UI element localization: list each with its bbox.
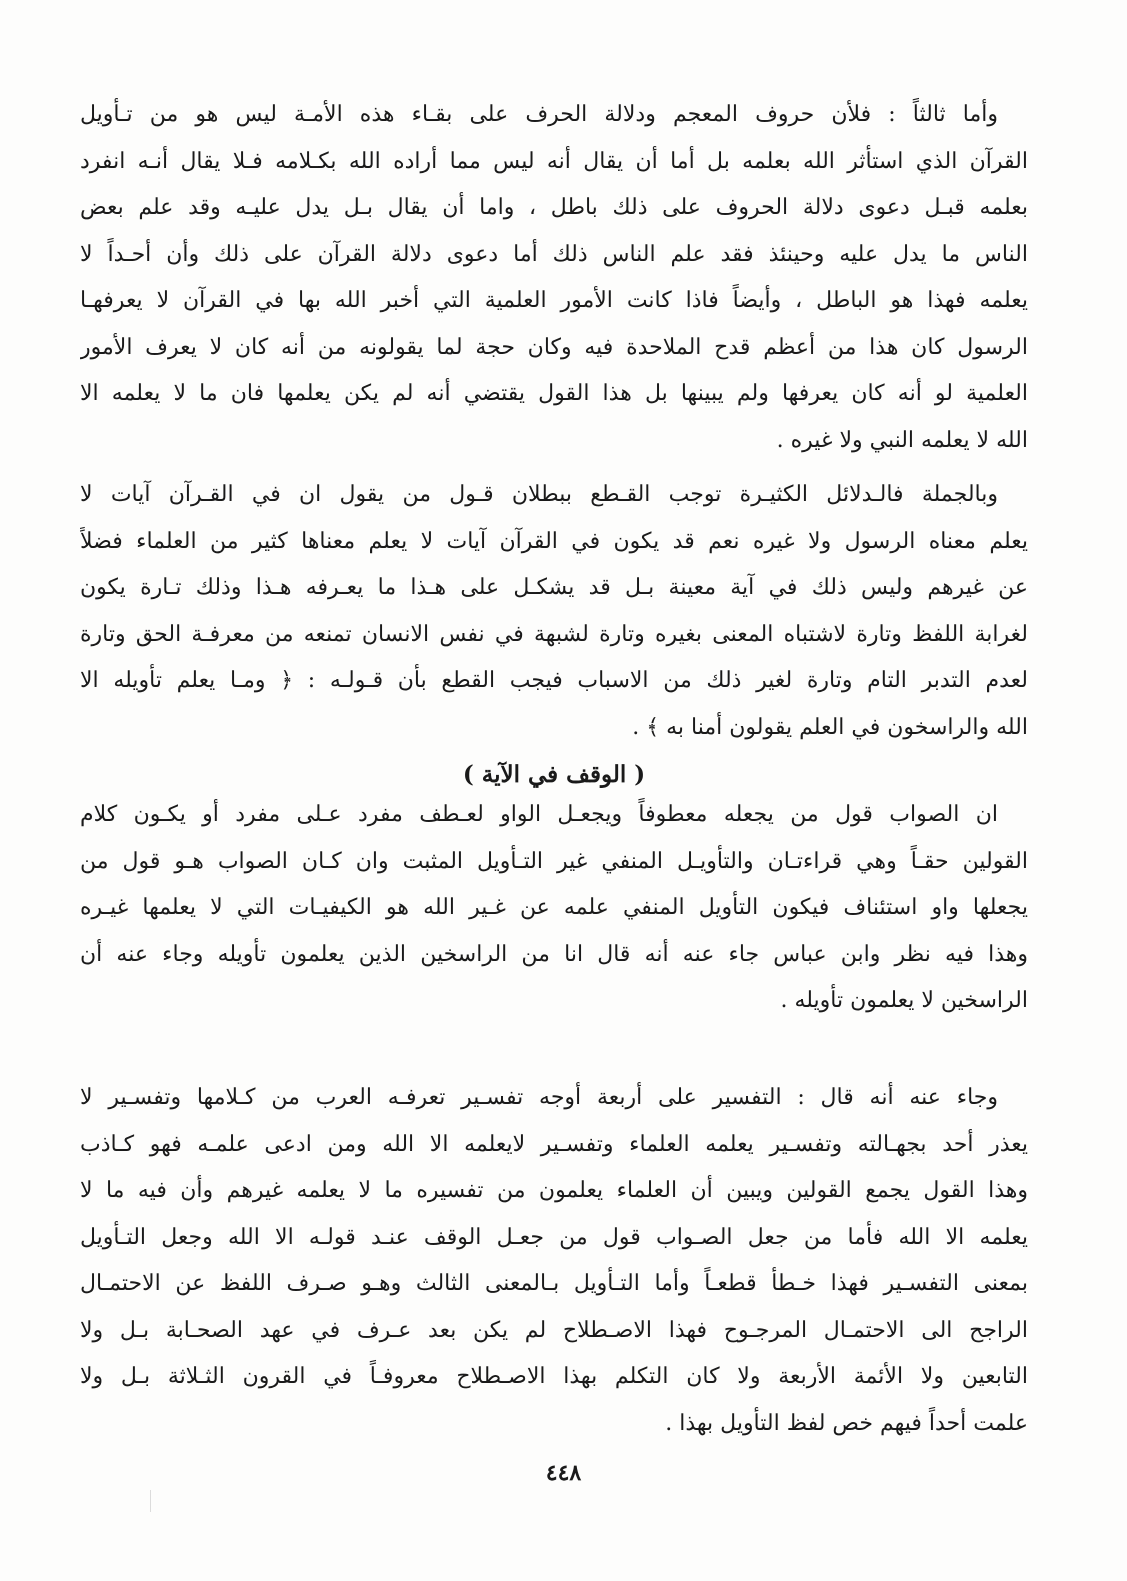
paragraph-3	[80, 792, 1028, 1025]
paragraph-line: التابعين ولا الأئمة الأربعة ولا كان التكلم بهذا الاصـطلاح معروفـاً في القرون الثـلاثة بـل ولا	[80, 1364, 1028, 1389]
paragraph-line: ان الصواب قول من يجعله معطوفاً ويجعـل الواو لعـطف مفرد عـلى مفرد أو يكـون كلام	[80, 802, 998, 827]
paragraph-line: بعلمه قبـل دعوى دلالة الحروف على ذلك باطل ، واما أن يقال بـل يدل عليـه وقد علم بعض	[80, 195, 1028, 220]
paragraph-line: وهذا فيه نظر وابن عباس جاء عنه أنه قال انا من الراسخين الذين يعلمون تأويله وجاء عنه أن	[80, 941, 1028, 967]
paragraph-line: الراجح الى الاحتمـال المرجـوح فهذا الاصـطلاح لم يكن بعد عـرف في عهد الصحـابة بـل ولا	[80, 1317, 1028, 1343]
paragraph-2	[80, 472, 1028, 751]
paragraph-line: القرآن الذي استأثر الله بعلمه بل أما أن يقال أنه ليس مما أراده الله بكـلامه فـلا يقال أنـه انفرد	[80, 148, 1028, 174]
paragraph-line: وبالجملة فالـدلائل الكثيـرة توجب القـطع ببطلان قـول من يقول ان في القـرآن آيات لا	[80, 482, 998, 507]
paragraph-line: وهذا القول يجمع القولين ويبين أن العلماء يعلمون من تفسيره ما لا يعلمه غيرهم وأن فيه ما لا	[80, 1178, 1028, 1203]
paragraph-line: يعلمه فهذا هو الباطل ، وأيضاً فاذا كانت الأمور العلمية التي أخبر الله بها في القرآن لا يعرفهـا	[80, 288, 1028, 313]
paragraph-line: لعدم التدبر التام وتارة لغير ذلك من الاسباب فيجب القطع بأن قـولـه : ﴿ ومـا يعلم تأويله الا	[80, 668, 1028, 693]
paragraph-line: لغرابة اللفظ وتارة لاشتباه المعنى بغيره وتارة لشبهة في نفس الانسان تمنعه من معرفـة الحق وتارة	[80, 621, 1028, 647]
paragraph-line: العلمية لو أنه كان يعرفها ولم يبينها بل هذا القول يقتضي أنه لم يكن يعلمها فان ما لا يعلمه الا	[80, 381, 1028, 406]
paragraph-line: الراسخين لا يعلمون تأويله .	[780, 988, 1028, 1013]
paragraph-line: القولين حقـاً وهي قراءتـان والتأويـل المنفي غير التـأويل المثبت وان كـان الصواب هـو قول من	[80, 848, 1028, 874]
paragraph-1	[80, 92, 1028, 464]
paragraph-line: الناس ما يدل عليه وحينئذ فقد علم الناس ذلك أما دعوى دلالة القرآن على ذلك وأن أحـداً لا	[80, 241, 1028, 267]
paragraph-line: الله لا يعلمه النبي ولا غيره .	[776, 427, 1028, 453]
paragraph-line: علمت أحداً فيهم خص لفظ التأويل بهذا .	[665, 1410, 1028, 1436]
section-heading: ( الوقف في الآية )	[462, 761, 646, 788]
scan-artifact	[150, 1490, 151, 1512]
paragraph-4	[80, 1075, 1028, 1447]
paragraph-line: الله والراسخون في العلم يقولون أمنا به ﴾ .	[632, 714, 1028, 740]
paragraph-line: الرسول كان هذا من أعظم قدح الملاحدة فيه وكان حجة لما يقولونه من أنه كان لا يعرف الأمور	[80, 334, 1028, 360]
page-number: ٤٤٨	[545, 1460, 582, 1486]
paragraph-line: وأما ثالثاً : فلأن حروف المعجم ودلالة الحرف على بقـاء هذه الأمـة ليس هو من تـأويل	[80, 102, 998, 127]
paragraph-line: وجاء عنه أنه قال : التفسير على أربعة أوجه تفسـير تعرفـه العرب من كـلامها وتفسـير لا	[80, 1085, 998, 1110]
paragraph-line: عن غيرهم وليس ذلك في آية معينة بـل قد يشكـل على هـذا ما يعـرفه هـذا وذلك تـارة يكون	[80, 575, 1028, 600]
paragraph-line: يعذر أحد بجهـالته وتفسـير يعلمه العلماء وتفسـير لايعلمه الا الله ومن ادعى علمـه فهو كـاذب	[80, 1131, 1028, 1157]
paragraph-line: بمعنى التفسـير فهذا خـطأ قطعـاً وأما التـأويل بـالمعنى الثالث وهـو صـرف اللفظ عن الاحتمـال	[80, 1271, 1028, 1296]
paragraph-line: يعلمه الا الله فأما من جعل الصـواب قول من جعـل الوقف عنـد قولـه الا الله وجعل التـأويل	[80, 1224, 1028, 1250]
paragraph-line: يعلم معناه الرسول ولا غيره نعم قد يكون في القرآن آيات لا يعلم معناها كثير من العلماء فضلاً	[80, 528, 1028, 554]
paragraph-line: يجعلها واو استئناف فيكون التأويل المنفي علمه عن غـير الله هو الكيفيـات التي لا يعلمها غيـره	[80, 895, 1028, 920]
